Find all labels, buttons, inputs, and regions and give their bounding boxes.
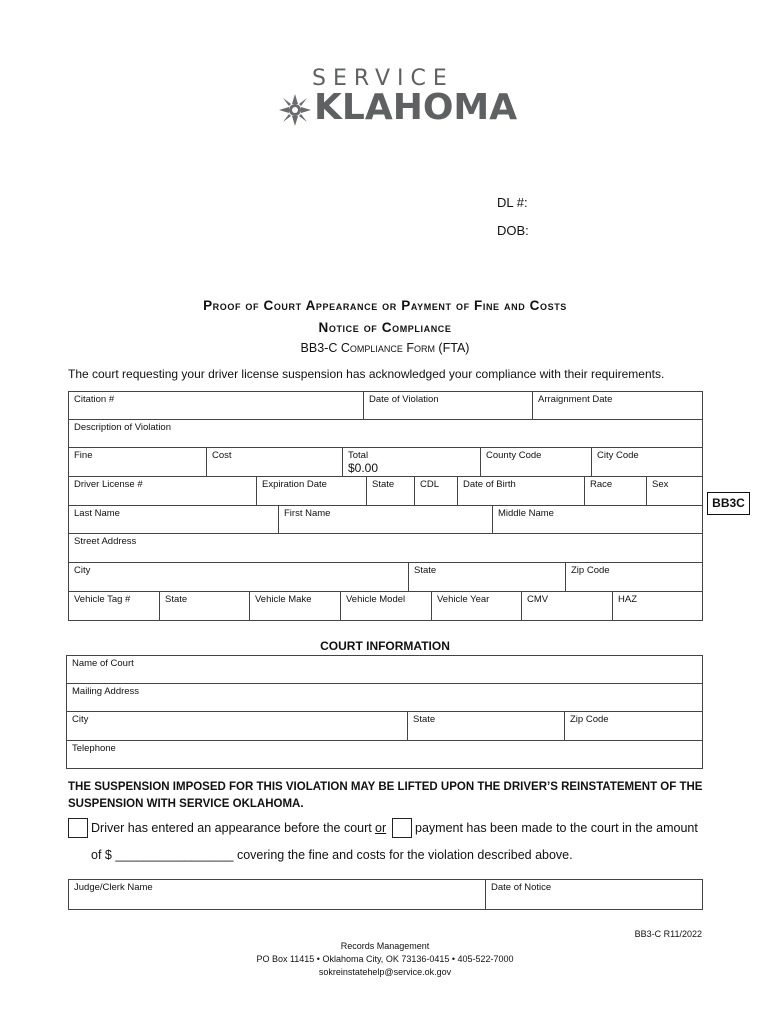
mailing-address-field[interactable] (66, 683, 703, 712)
intro-text: The court requesting your driver license suspension has acknowledged your compliance with their requirements. (68, 367, 665, 381)
court-zip-label: Zip Code (570, 714, 609, 725)
footer-email[interactable]: sokreinstatehelp@service.ok.gov (318, 967, 452, 977)
vehicle-model-field[interactable] (340, 591, 432, 621)
license-state-label: State (372, 479, 395, 490)
sex-label: Sex (652, 479, 669, 490)
address-state-label: State (414, 565, 437, 576)
date-of-notice-field[interactable] (485, 879, 703, 910)
license-state-field[interactable] (366, 476, 415, 506)
description-label: Description of Violation (74, 422, 171, 433)
vehicle-year-label: Vehicle Year (437, 594, 490, 605)
judge-clerk-name-field[interactable] (68, 879, 486, 910)
judge-clerk-label: Judge/Clerk Name (74, 882, 153, 893)
citation-label: Citation # (74, 394, 115, 405)
vehicle-year-field[interactable] (431, 591, 522, 621)
date-of-notice-label: Date of Notice (491, 882, 552, 893)
vehicle-state-label: State (165, 594, 188, 605)
city-label: City (74, 565, 91, 576)
date-of-birth-label: Date of Birth (463, 479, 516, 490)
footer-address: PO Box 11415 • Oklahoma City, OK 73136-0415 • 405-522-7000 (256, 954, 514, 964)
court-city-field[interactable] (66, 711, 408, 741)
amount-line: of $ _________________ covering the fine and costs for the violation described above. (91, 848, 573, 862)
address-state-field[interactable] (408, 562, 566, 592)
driver-license-label: Driver License # (74, 479, 143, 490)
cdl-label: CDL (420, 479, 440, 490)
vehicle-model-label: Vehicle Model (346, 594, 406, 605)
vehicle-make-field[interactable] (249, 591, 341, 621)
cmv-label: CMV (527, 594, 549, 605)
haz-field[interactable] (612, 591, 703, 621)
arraignment-date-field[interactable] (532, 391, 703, 420)
last-name-field[interactable] (68, 505, 279, 534)
telephone-label: Telephone (72, 743, 116, 754)
suspension-notice: THE SUSPENSION IMPOSED FOR THIS VIOLATION MAY BE LIFTED UPON THE DRIVER’S REINSTATEMENT OF THE SUSPENSION WITH SERVICE OKLAHOMA. (68, 781, 703, 810)
bb3c-tag: BB3C (707, 492, 750, 515)
mailing-address-label: Mailing Address (72, 686, 140, 697)
form-revision: BB3-C R11/2022 (634, 929, 702, 939)
telephone-field[interactable] (66, 740, 703, 769)
expiration-date-label: Expiration Date (262, 479, 327, 490)
total-value: $0.00 (348, 461, 379, 475)
court-zip-field[interactable] (564, 711, 703, 741)
expiration-date-field[interactable] (256, 476, 367, 506)
payment-checkbox[interactable] (392, 818, 412, 838)
or-label: or (375, 821, 387, 835)
form-subheading: Notice of Compliance (318, 320, 452, 335)
date-of-violation-label: Date of Violation (369, 394, 439, 405)
footer-department: Records Management (340, 941, 430, 951)
court-state-field[interactable] (407, 711, 565, 741)
total-field[interactable] (342, 447, 481, 477)
haz-label: HAZ (618, 594, 637, 605)
city-code-label: City Code (597, 450, 639, 461)
payment-option-label: payment has been made to the court in the amount (415, 821, 698, 835)
last-name-label: Last Name (74, 508, 120, 519)
race-label: Race (590, 479, 613, 490)
cost-field[interactable] (206, 447, 343, 477)
sex-field[interactable] (646, 476, 703, 506)
middle-name-field[interactable] (492, 505, 703, 534)
street-address-label: Street Address (74, 536, 137, 547)
city-code-field[interactable] (591, 447, 703, 477)
first-name-label: First Name (284, 508, 331, 519)
zip-code-field[interactable] (565, 562, 703, 592)
name-of-court-field[interactable] (66, 655, 703, 684)
dl-number-label: DL #: (497, 195, 528, 210)
name-of-court-label: Name of Court (72, 658, 134, 669)
form-code: BB3-C Compliance Form (FTA) (300, 341, 470, 355)
middle-name-label: Middle Name (498, 508, 554, 519)
logo-oklahoma-text: KLAHOMA (314, 87, 518, 128)
appearance-option-label: Driver has entered an appearance before the court (91, 821, 372, 835)
logo-service-text: SERVICE (312, 66, 454, 91)
total-label: Total (348, 450, 369, 461)
driver-license-field[interactable] (68, 476, 257, 506)
fine-field[interactable] (68, 447, 207, 477)
county-code-field[interactable] (480, 447, 592, 477)
court-state-label: State (413, 714, 436, 725)
cost-label: Cost (212, 450, 232, 461)
vehicle-tag-label: Vehicle Tag # (74, 594, 131, 605)
zip-code-label: Zip Code (571, 565, 610, 576)
race-field[interactable] (584, 476, 647, 506)
arraignment-date-label: Arraignment Date (538, 394, 613, 405)
cmv-field[interactable] (521, 591, 613, 621)
court-information-heading: COURT INFORMATION (320, 639, 450, 653)
citation-field[interactable] (68, 391, 364, 420)
city-field[interactable] (68, 562, 409, 592)
first-name-field[interactable] (278, 505, 493, 534)
appearance-checkbox[interactable] (68, 818, 88, 838)
vehicle-state-field[interactable] (159, 591, 250, 621)
street-address-field[interactable] (68, 533, 703, 563)
cdl-field[interactable] (414, 476, 458, 506)
dob-label: DOB: (497, 223, 529, 238)
description-field[interactable] (68, 419, 703, 448)
fine-label: Fine (74, 450, 93, 461)
date-of-birth-field[interactable] (457, 476, 585, 506)
court-city-label: City (72, 714, 89, 725)
form-title: Proof of Court Appearance or Payment of Fine and Costs (203, 298, 567, 313)
vehicle-make-label: Vehicle Make (255, 594, 312, 605)
county-code-label: County Code (486, 450, 542, 461)
date-of-violation-field[interactable] (363, 391, 533, 420)
vehicle-tag-field[interactable] (68, 591, 160, 621)
